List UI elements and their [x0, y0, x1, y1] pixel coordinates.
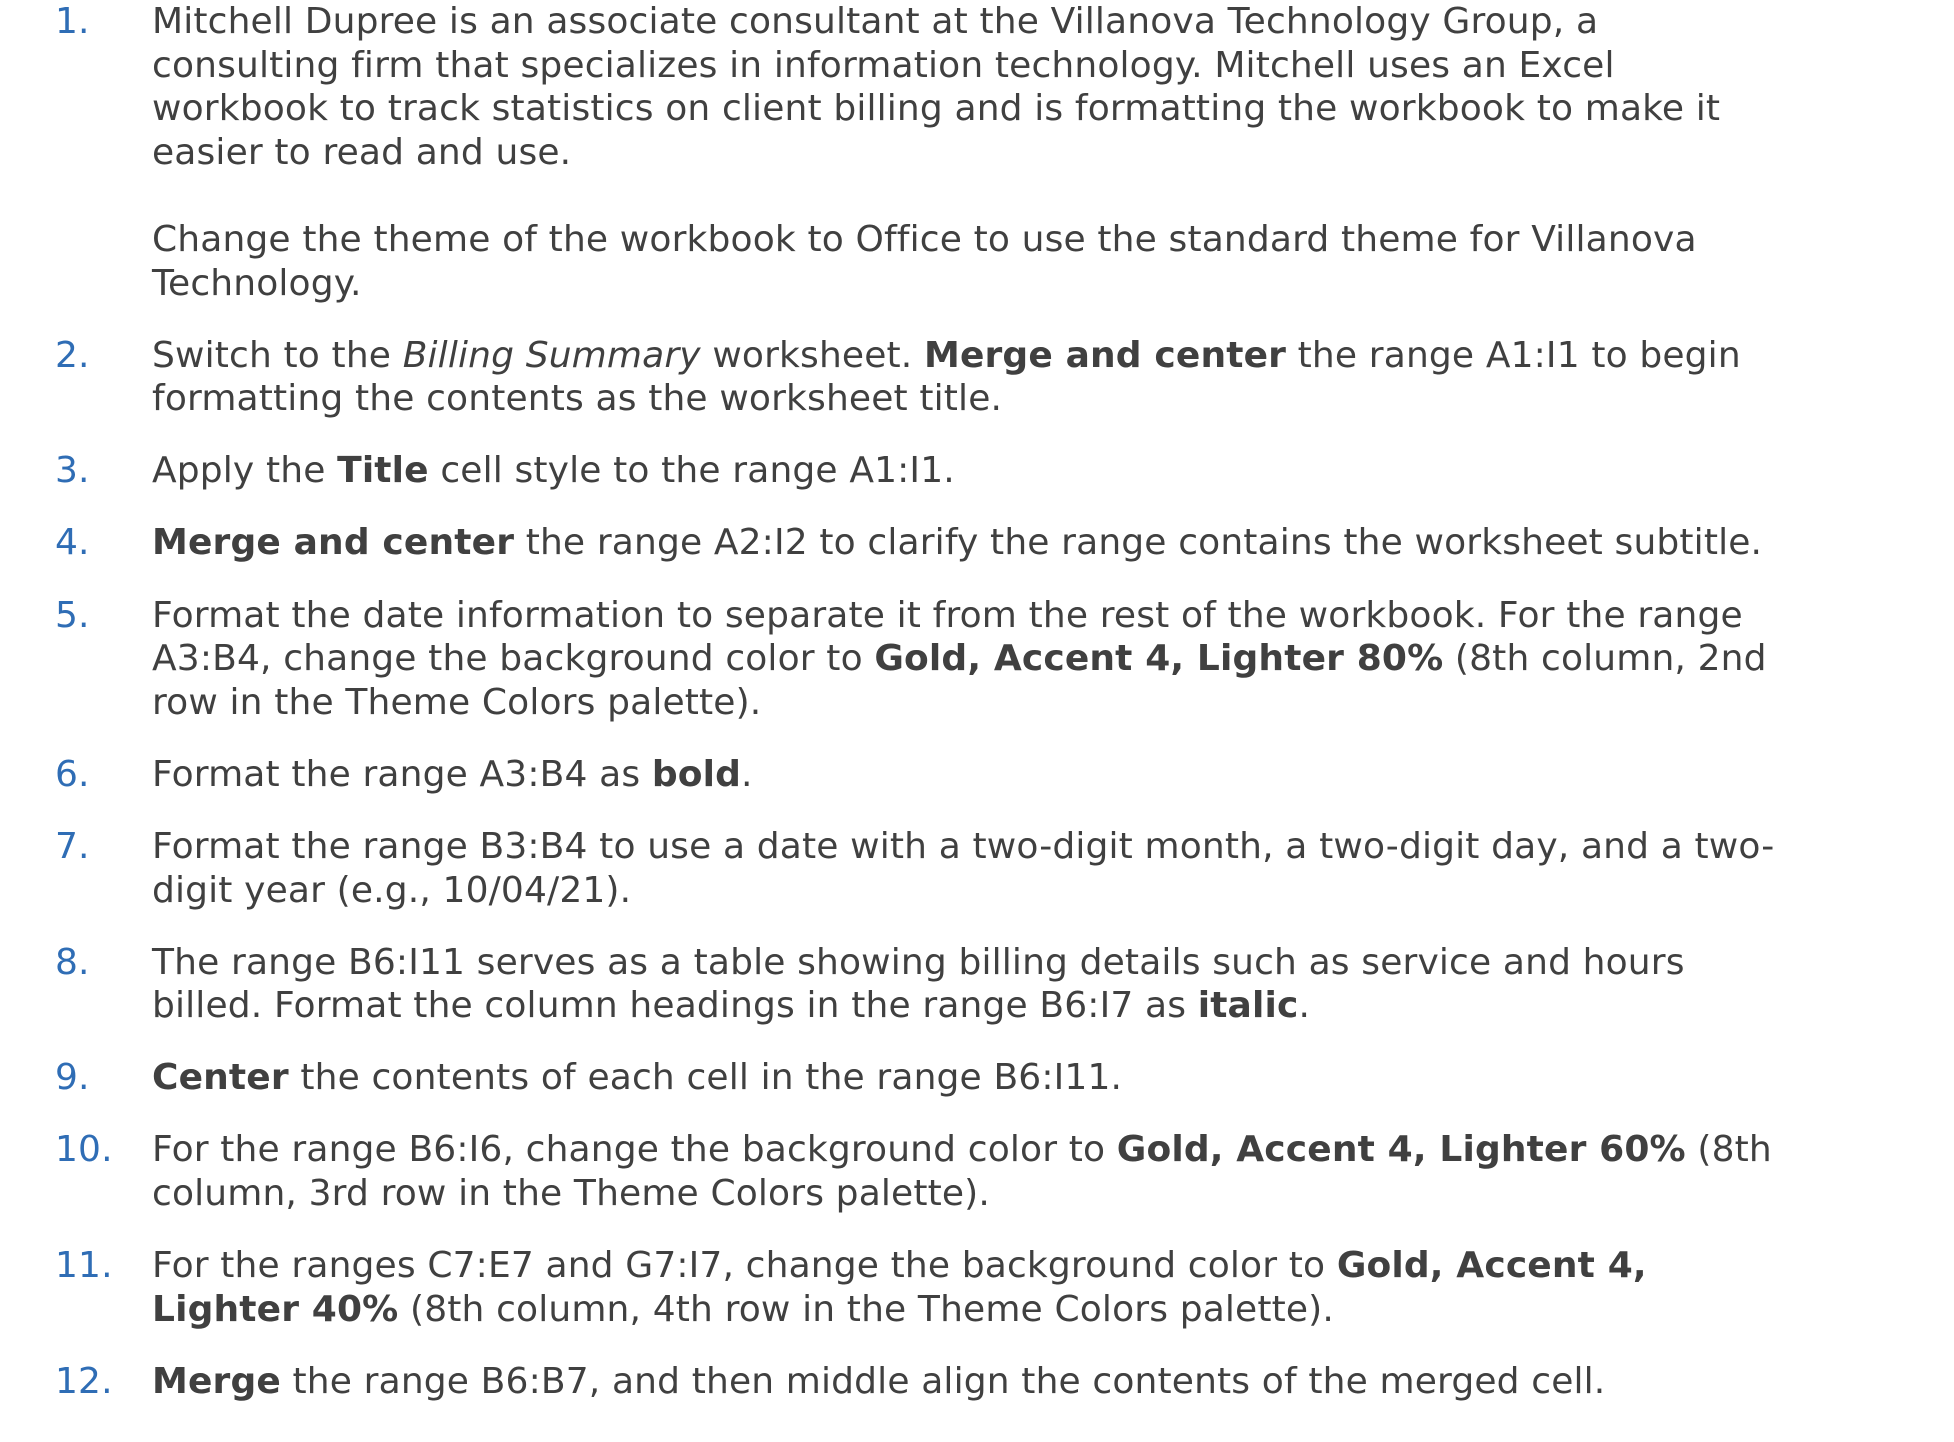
- step-text: Mitchell Dupree is an associate consultant at the Villanova Technology Group, a consulting firm that specializes in information technology. Mitchell uses an Excel workbook to track statistics on client billing and is formatting the workbook to make it easier to read and use.: [152, 1, 1721, 173]
- instruction-step: [0, 594, 1792, 725]
- step-number: 12.: [55, 1360, 113, 1402]
- instruction-step: [0, 0, 1792, 305]
- step-text: the contents of each cell in the range B6:I11.: [288, 1057, 1123, 1099]
- step-text: Apply the: [152, 450, 338, 492]
- step-number: 5.: [55, 594, 90, 636]
- step-paragraph: [152, 1360, 1792, 1404]
- step-text: (8th column, 2nd row in the Theme Colors palette).: [152, 638, 1767, 723]
- step-number: 9.: [55, 1057, 90, 1099]
- instruction-step: [0, 753, 1792, 797]
- bold-text: Gold, Accent 4, Lighter 80%: [874, 638, 1444, 680]
- bold-text: Merge and center: [923, 334, 1287, 376]
- instruction-step: [0, 449, 1792, 493]
- step-text: cell style to the range A1:I1.: [428, 450, 955, 492]
- step-text: the range A1:I1 to begin formatting the contents as the worksheet title.: [152, 334, 1741, 420]
- instruction-step: [0, 521, 1792, 565]
- step-paragraph: [152, 521, 1792, 565]
- step-text: worksheet.: [700, 334, 924, 376]
- bold-text: bold: [651, 753, 742, 795]
- step-text: For the range B6:I6, change the background color to: [152, 1129, 1117, 1171]
- step-paragraph: [152, 0, 1792, 174]
- step-number: 10.: [55, 1129, 113, 1171]
- step-text: Format the range A3:B4 as: [152, 753, 652, 795]
- step-paragraph: [152, 753, 1792, 797]
- italic-text: Billing Summary: [402, 334, 701, 376]
- step-paragraph: [152, 1056, 1792, 1100]
- step-number: 6.: [55, 753, 90, 795]
- step-number: 7.: [55, 825, 90, 867]
- step-number: 11.: [55, 1245, 113, 1287]
- step-paragraph: [152, 1128, 1792, 1215]
- bold-text: italic: [1197, 985, 1299, 1027]
- bold-text: Center: [152, 1057, 289, 1099]
- instruction-step: [0, 334, 1792, 421]
- step-text: .: [741, 753, 753, 795]
- instruction-step: [0, 941, 1792, 1028]
- step-text: (8th column, 4th row in the Theme Colors palette).: [398, 1288, 1334, 1330]
- bold-text: Gold, Accent 4, Lighter 40%: [152, 1245, 1647, 1330]
- bold-text: Gold, Accent 4, Lighter 60%: [1116, 1129, 1686, 1171]
- step-number: 2.: [55, 334, 90, 376]
- step-number: 4.: [55, 522, 90, 564]
- instruction-step: [0, 825, 1792, 912]
- bold-text: Merge and center: [152, 522, 515, 564]
- bold-text: Title: [337, 450, 429, 492]
- step-paragraph: [152, 218, 1792, 305]
- step-text: Change the theme of the workbook to Office to use the standard theme for Villanova Technology.: [152, 218, 1697, 304]
- step-paragraph: [152, 941, 1792, 1028]
- instruction-step: [0, 1056, 1792, 1100]
- step-paragraph: [152, 449, 1792, 493]
- step-text: The range B6:I11 serves as a table showing billing details such as service and hours billed. Format the column headings in the range B6:I7 as: [152, 941, 1685, 1027]
- step-number: 3.: [55, 450, 90, 492]
- step-text: the range A2:I2 to clarify the range contains the worksheet subtitle.: [514, 522, 1763, 564]
- instruction-step: [0, 1360, 1792, 1404]
- step-paragraph: [152, 334, 1792, 421]
- step-text: .: [1298, 985, 1311, 1027]
- step-text: Format the date information to separate it from the rest of the workbook. For the range A3:B4, change the background color to: [152, 594, 1743, 680]
- step-text: (8th column, 3rd row in the Theme Colors palette).: [152, 1129, 1772, 1214]
- step-number: 8.: [55, 941, 90, 983]
- step-number: 1.: [55, 1, 90, 42]
- instruction-step: [0, 1128, 1792, 1215]
- step-paragraph: [152, 1244, 1792, 1331]
- step-text: Format the range B3:B4 to use a date with a two-digit month, a two-digit day, and a two-digit year (e.g., 10/04/21).: [152, 825, 1775, 911]
- step-text: the range B6:B7, and then middle align the contents of the merged cell.: [280, 1360, 1606, 1402]
- instruction-step: [0, 1244, 1792, 1331]
- step-paragraph: [152, 594, 1792, 725]
- bold-text: Merge: [152, 1360, 281, 1402]
- step-text: For the ranges C7:E7 and G7:I7, change the background color to: [152, 1245, 1337, 1287]
- step-text: Switch to the: [152, 334, 403, 376]
- step-paragraph: [152, 825, 1792, 912]
